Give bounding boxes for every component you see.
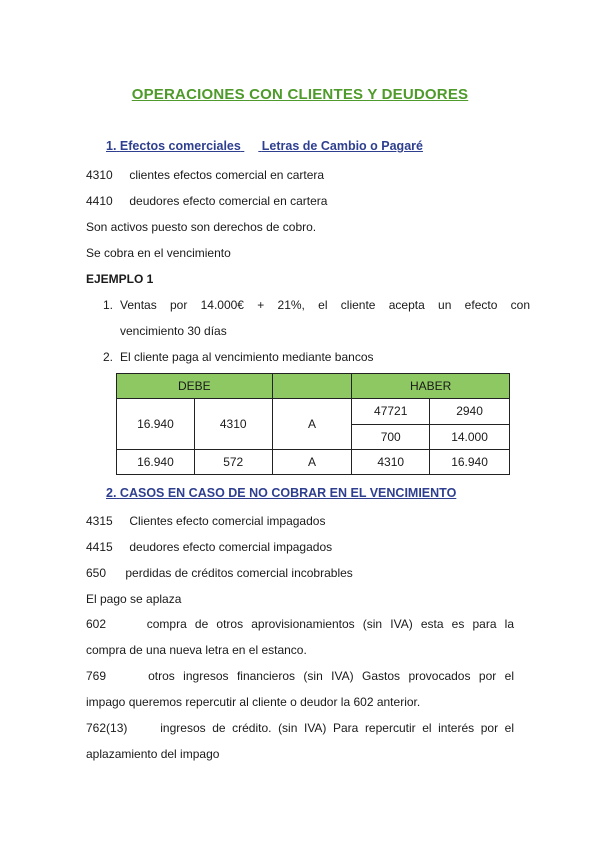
account-text: deudores efecto comercial impagados [129, 540, 333, 554]
pago-aplaza-line: El pago se aplaza [86, 592, 182, 606]
example-item-number: 1. [103, 298, 114, 312]
paragraph-line: 762(13) ingresos de crédito. (sin IVA) Para repercutir el interés por el [86, 721, 514, 735]
note-line: Se cobra en el vencimiento [86, 246, 231, 260]
paragraph-line: compra de una nueva letra en el estanco. [86, 643, 307, 657]
account-line [86, 566, 353, 580]
section-2-label: CASOS EN CASO DE NO COBRAR EN EL VENCIMIENTO [119, 486, 457, 500]
debe-account: 4310 [194, 399, 272, 450]
paragraph-line: impago queremos repercutir al cliente o deudor la 602 anterior. [86, 695, 421, 709]
paragraph-line: 769 otros ingresos financieros (sin IVA) Gastos provocados por el [86, 669, 514, 683]
debe-account: 572 [194, 450, 272, 475]
haber-amount: 16.940 [430, 450, 510, 475]
account-line [86, 540, 332, 554]
haber-amount: 14.000 [430, 424, 510, 450]
example-item-text: Ventas por 14.000€ + 21%, el cliente acepta un efecto con [120, 298, 530, 312]
example-item-text: El cliente paga al vencimiento mediante bancos [120, 350, 374, 364]
section-1-number: 1. [106, 139, 117, 153]
example-title: EJEMPLO 1 [86, 272, 154, 286]
account-text: perdidas de créditos comercial incobrables [125, 566, 353, 580]
section-2-heading [106, 486, 456, 500]
section-2-number: 2. [106, 486, 117, 500]
account-text: deudores efecto comercial en cartera [129, 194, 328, 208]
debe-amount: 16.940 [117, 399, 195, 450]
account-code: 4410 [86, 194, 113, 208]
account-code: 4315 [86, 514, 113, 528]
account-line [86, 194, 327, 208]
haber-amount: 2940 [430, 399, 510, 425]
section-1-sublabel: Letras de Cambio o Pagaré [261, 139, 423, 153]
haber-account: 4310 [352, 450, 430, 475]
ledger-table [116, 373, 510, 475]
separator-a: A [272, 450, 352, 475]
note-line: Son activos puesto son derechos de cobro. [86, 220, 317, 234]
table-row [117, 399, 510, 425]
account-line [86, 514, 325, 528]
account-text: clientes efectos comercial en cartera [129, 168, 325, 182]
example-item-number: 2. [103, 350, 114, 364]
ledger-header-spacer [272, 374, 352, 399]
page-title: OPERACIONES CON CLIENTES Y DEUDORES [131, 86, 469, 103]
haber-account: 47721 [352, 399, 430, 425]
ledger-header-row [117, 374, 510, 399]
table-row [117, 450, 510, 475]
separator-a: A [272, 399, 352, 450]
account-code: 4310 [86, 168, 113, 182]
haber-header: HABER [352, 374, 510, 399]
paragraph-line: aplazamiento del impago [86, 747, 220, 761]
section-1-label: Efectos comerciales [119, 139, 241, 153]
debe-header: DEBE [117, 374, 273, 399]
section-1-heading [106, 139, 423, 153]
account-code: 650 [86, 566, 107, 580]
haber-account: 700 [352, 424, 430, 450]
paragraph-line: 602 compra de otros aprovisionamientos (sin IVA) esta es para la [86, 617, 514, 631]
account-line [86, 168, 324, 182]
example-item-text-cont: vencimiento 30 días [120, 324, 227, 338]
account-text: Clientes efecto comercial impagados [129, 514, 326, 528]
account-code: 4415 [86, 540, 113, 554]
debe-amount: 16.940 [117, 450, 195, 475]
